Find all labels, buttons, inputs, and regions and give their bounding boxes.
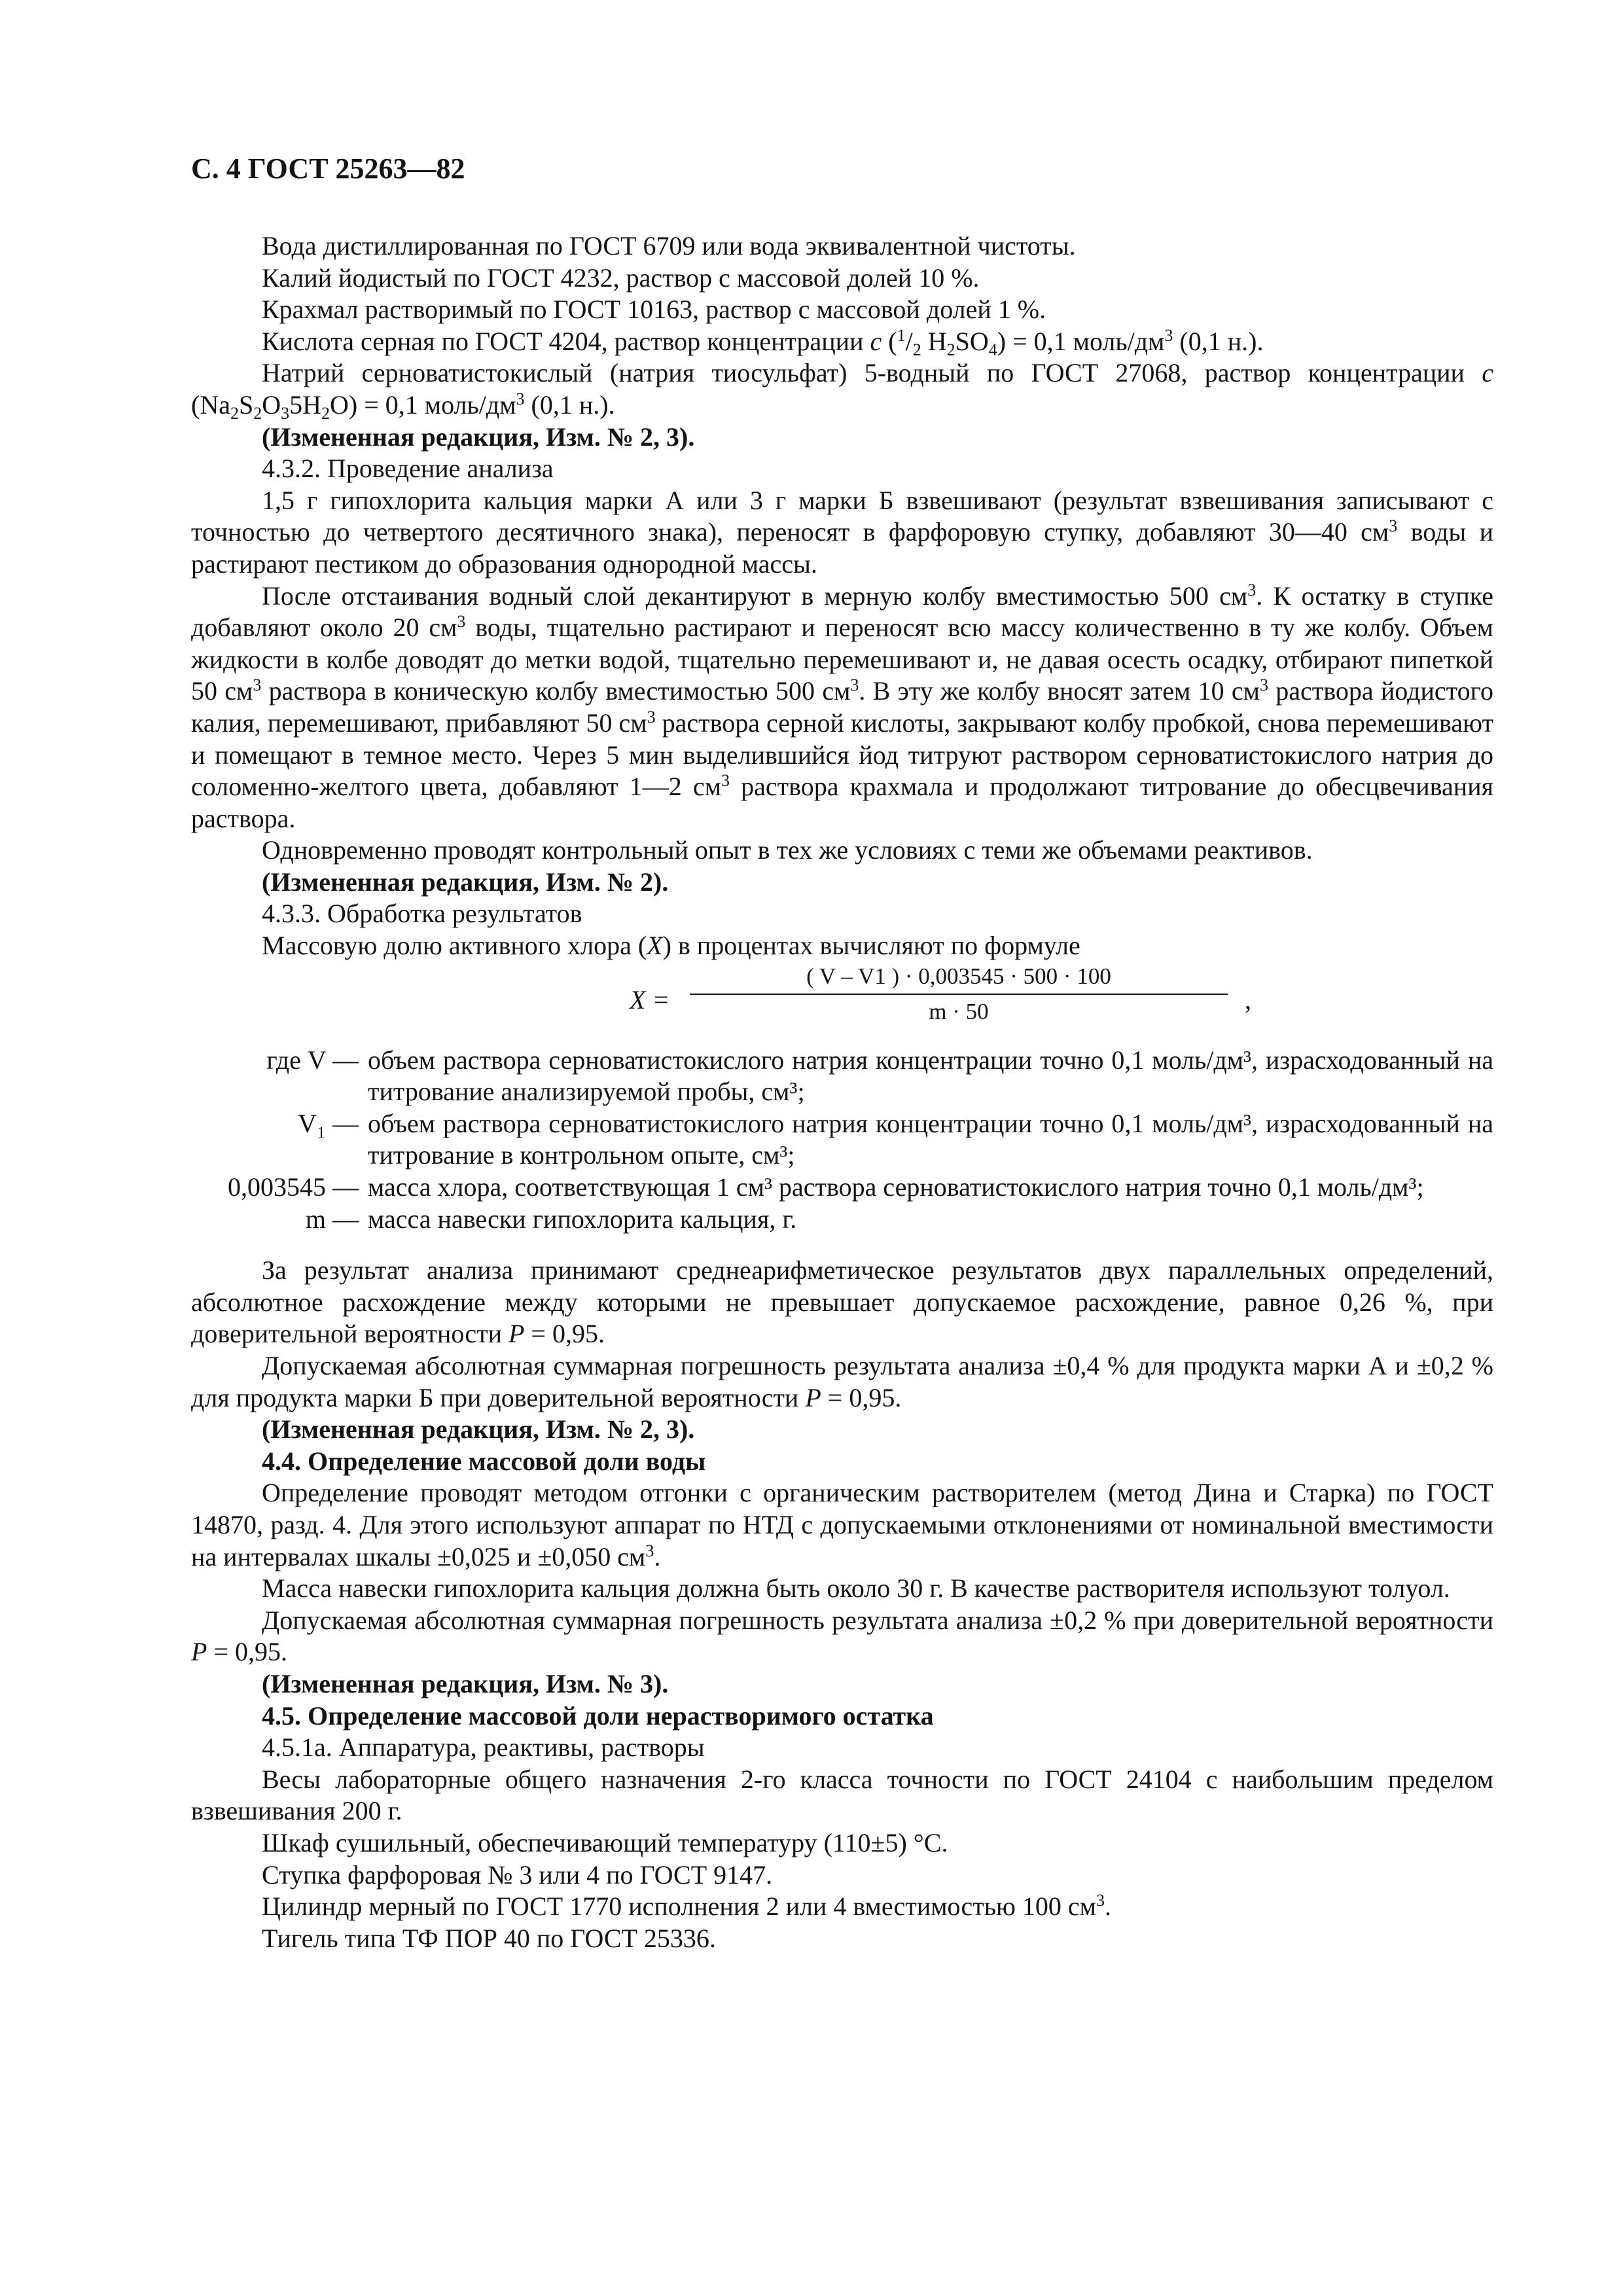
definition-row <box>191 1108 1493 1172</box>
equipment-mortar: Ступка фарфоровая № 3 или 4 по ГОСТ 9147. <box>262 1859 773 1890</box>
definition-row <box>191 1172 1493 1204</box>
analysis-paragraph-1: 1,5 г гипохлорита кальция марки А или 3 г марки Б взвешивают (результат взвешивания записывают с точностью до четвертого десятичного знака), переносят в фарфоровую ступку, добавляют 30—40 $см^3$ воды и растирают пестиком до образования однородной массы. <box>191 485 1494 579</box>
definition-row <box>191 1204 1493 1236</box>
definition-symbol: V₁ — <box>298 1108 359 1138</box>
definition-text: масса навески гипохлорита кальция, г. <box>368 1204 797 1234</box>
water-paragraph-1: Определение проводят методом отгонки с органическим растворителем (метод Дина и Старка) по ГОСТ 14870, разд. 4. Для этого используют аппарат по НТД с допускаемыми отклонениями от номинальной вместимости на интервалах шкалы ±0,025 и ±0,050 $см^3$. <box>191 1478 1493 1571</box>
equipment-crucible: Тигель типа ТФ ПОР 40 по ГОСТ 25336. <box>262 1923 716 1953</box>
equipment-scales: Весы лабораторные общего назначения 2-го класса точности по ГОСТ 24104 с наибольшим пределом взвешивания 200 г. <box>191 1764 1493 1826</box>
definition-symbol: где V — <box>266 1045 359 1075</box>
spacer <box>191 1235 1493 1255</box>
definition-symbol: 0,003545 — <box>228 1172 359 1202</box>
reagent-sodium-thiosulfate: Натрий серноватистокислый (натрия тиосульфат) 5-водный по ГОСТ 27068, раствор концентрации c $(Na_2S_2O_35H_2O) = 0,1$ моль/$дм^3$ (0,1 н.). <box>191 358 1493 423</box>
change-note: (Измененная редакция, Изм. № 2, 3). <box>262 1414 695 1444</box>
reagent-water: Вода дистиллированная по ГОСТ 6709 или вода эквивалентной чистоты. <box>262 231 1076 260</box>
formula-fraction <box>690 962 1228 1026</box>
formula-definitions <box>191 1045 1493 1236</box>
change-note: (Измененная редакция, Изм. № 2, 3). <box>262 422 695 452</box>
formula-comma: , <box>1245 984 1251 1014</box>
reagent-starch: Крахмал растворимый по ГОСТ 10163, раствор с массовой долей 1 %. <box>262 295 1046 325</box>
section-heading-4-3-3: 4.3.3. Обработка результатов <box>262 899 582 929</box>
fraction-bar <box>690 994 1228 995</box>
section-heading-4-5-1a: 4.5.1а. Аппаратура, реактивы, растворы <box>262 1732 705 1763</box>
definition-text: масса хлора, соответствующая 1 см³ раствора серноватистокислого натрия точно 0,1 моль/дм³; <box>368 1172 1424 1202</box>
chlorine-formula <box>191 962 1493 1045</box>
formula-lhs: X = <box>630 984 670 1014</box>
formula-numerator: ( V – V1 ) · 0,003545 · 500 · 100 <box>806 963 1111 989</box>
reagent-potassium-iodide: Калий йодистый по ГОСТ 4232, раствор с массовой долей 10 %. <box>262 262 980 293</box>
change-note: (Измененная редакция, Изм. № 3). <box>262 1668 669 1698</box>
section-heading-4-4: 4.4. Определение массовой доли воды <box>262 1446 706 1476</box>
reagent-sulfuric-acid: Кислота серная по ГОСТ 4204, раствор концентрации c ($^1/_2$ $H_2SO_4) = 0,1$ моль/$дм^3$ (0,1 н.). <box>262 325 1264 359</box>
document-body <box>191 230 1493 1954</box>
section-heading-4-3-2: 4.3.2. Проведение анализа <box>262 454 554 484</box>
formula-intro: Массовую долю активного хлора (X) в процентах вычисляют по формуле <box>262 931 1080 961</box>
definition-text: объем раствора серноватистокислого натрия концентрации точно 0,1 моль/дм³, израсходованный на титрование в контрольном опыте, см³; <box>368 1108 1493 1170</box>
equipment-oven: Шкаф сушильный, обеспечивающий температуру (110±5) °С. <box>262 1827 948 1857</box>
definition-symbol: m — <box>305 1204 359 1234</box>
analysis-paragraph-3: Одновременно проводят контрольный опыт в тех же условиях с теми же объемами реактивов. <box>262 835 1313 865</box>
definition-row <box>191 1045 1493 1108</box>
formula-denominator: m · 50 <box>929 998 989 1024</box>
analysis-paragraph-2: После отстаивания водный слой декантируют в мерную колбу вместимостью 500 $см^3$. К остатку в ступке добавляют около 20 $см^3$ воды, тщательно растирают и переносят всю массу количественно в ту же колбу. Объем жидкости в колбе доводят до метки водой, тщательно перемешивают и, не давая осесть осадку, отбирают пипеткой 50 $см^3$ раствора в коническую колбу вместимостью 500 $см^3$. В эту же колбу вносят затем 10 $см^3$ раствора йодистого калия, перемешивают, прибавляют 50 $см^3$ раствора серной кислоты, закрывают колбу пробкой, снова перемешивают и помещают в темное место. Через 5 мин выделившийся йод титруют раствором серноватистокислого натрия до соломенно-желтого цвета, добавляют 1—2 $см^3$ раствора крахмала и продолжают титрование до обесцвечивания раствора. <box>191 580 1493 833</box>
equipment-cylinder: Цилиндр мерный по ГОСТ 1770 исполнения 2 или 4 вместимостью 100 $см^3$. <box>262 1891 1111 1922</box>
page-header: С. 4 ГОСТ 25263—82 <box>191 152 465 185</box>
water-paragraph-3: Допускаемая абсолютная суммарная погрешность результата анализа ±0,2 % при доверительной вероятности P = 0,95. <box>191 1605 1493 1667</box>
change-note: (Измененная редакция, Изм. № 2). <box>262 867 669 897</box>
definition-text: объем раствора серноватистокислого натрия концентрации точно 0,1 моль/дм³, израсходованный на титрование анализируемой пробы, см³; <box>368 1045 1493 1107</box>
section-heading-4-5: 4.5. Определение массовой доли нерастворимого остатка <box>262 1700 934 1731</box>
error-paragraph: Допускаемая абсолютная суммарная погрешность результата анализа ±0,4 % для продукта марки А и ±0,2 % для продукта марки Б при доверительной вероятности P = 0,95. <box>191 1351 1493 1412</box>
result-paragraph: За результат анализа принимают среднеарифметическое результатов двух параллельных определений, абсолютное расхождение между которыми не превышает допускаемое расхождение, равное 0,26 %, при доверительной вероятности P = 0,95. <box>191 1255 1493 1349</box>
water-paragraph-2: Масса навески гипохлорита кальция должна быть около 30 г. В качестве растворителя используют толуол. <box>262 1573 1450 1604</box>
